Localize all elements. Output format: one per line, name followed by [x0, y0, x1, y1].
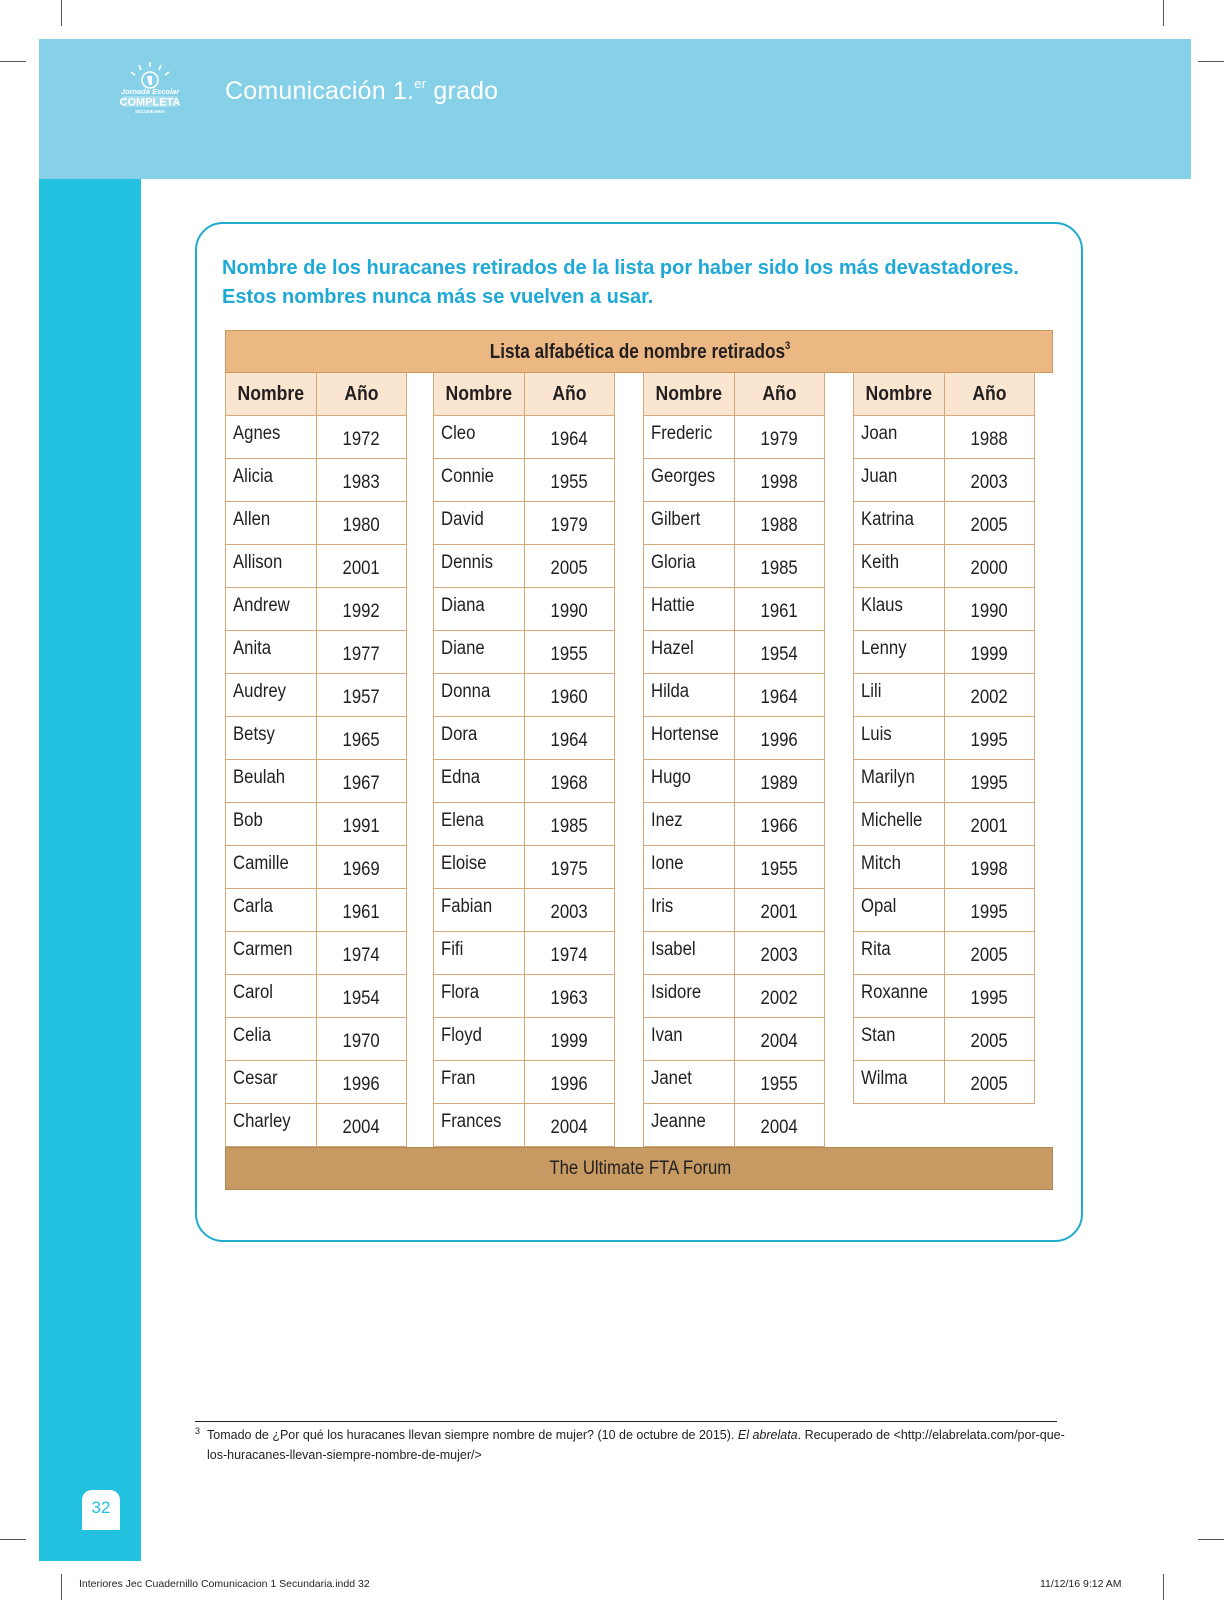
hurricane-year: 2004 — [525, 1104, 615, 1147]
header-nombre: Nombre — [853, 373, 945, 416]
hurricane-year: 1988 — [945, 416, 1035, 459]
hurricane-year: 1970 — [317, 1018, 407, 1061]
hurricane-name: Cesar — [225, 1061, 317, 1104]
hurricane-name: David — [433, 502, 525, 545]
name-column-3 — [643, 373, 825, 1147]
table-row — [643, 631, 825, 674]
header-ano: Año — [735, 373, 825, 416]
header-ano: Año — [525, 373, 615, 416]
table-row — [643, 502, 825, 545]
table-row — [433, 1061, 615, 1104]
table-row — [433, 416, 615, 459]
table-row — [225, 932, 407, 975]
table-row — [853, 545, 1035, 588]
footnote-ref: 3 — [785, 340, 791, 352]
hurricane-year: 1965 — [317, 717, 407, 760]
table-row — [853, 846, 1035, 889]
column-header — [225, 373, 407, 416]
hurricane-name: Dennis — [433, 545, 525, 588]
hurricane-name: Stan — [853, 1018, 945, 1061]
hurricane-year: 2005 — [945, 1018, 1035, 1061]
table-row — [225, 588, 407, 631]
header-band — [39, 39, 1191, 179]
table-row — [433, 1104, 615, 1147]
hurricane-name: Ione — [643, 846, 735, 889]
hurricane-name: Gloria — [643, 545, 735, 588]
hurricane-year: 1979 — [735, 416, 825, 459]
hurricane-year: 1990 — [945, 588, 1035, 631]
crop-mark — [61, 1574, 62, 1600]
hurricane-year: 2003 — [945, 459, 1035, 502]
hurricane-name: Hilda — [643, 674, 735, 717]
hurricane-name: Fran — [433, 1061, 525, 1104]
table-row — [643, 889, 825, 932]
hurricane-name: Gilbert — [643, 502, 735, 545]
hurricane-year: 2004 — [735, 1104, 825, 1147]
hurricane-year: 1963 — [525, 975, 615, 1018]
footnote-rule — [195, 1421, 1057, 1422]
jornada-completa-logo — [108, 60, 192, 116]
svg-text:SECUNDARIA: SECUNDARIA — [134, 109, 166, 114]
hurricane-name: Elena — [433, 803, 525, 846]
hurricane-year: 1980 — [317, 502, 407, 545]
hurricane-name: Carol — [225, 975, 317, 1018]
name-column-4 — [853, 373, 1035, 1104]
table-row — [853, 889, 1035, 932]
table-row — [433, 631, 615, 674]
table-row — [643, 545, 825, 588]
hurricane-year: 1979 — [525, 502, 615, 545]
table-row — [853, 674, 1035, 717]
hurricane-name: Fabian — [433, 889, 525, 932]
table-row — [643, 1018, 825, 1061]
hurricane-name: Roxanne — [853, 975, 945, 1018]
hurricane-year: 1960 — [525, 674, 615, 717]
hurricane-year: 1975 — [525, 846, 615, 889]
table-row — [433, 803, 615, 846]
table-row — [853, 631, 1035, 674]
table-row — [433, 459, 615, 502]
hurricane-name: Fifi — [433, 932, 525, 975]
hurricane-name: Cleo — [433, 416, 525, 459]
column-header — [433, 373, 615, 416]
hurricane-name: Betsy — [225, 717, 317, 760]
table-row — [433, 502, 615, 545]
hurricane-name: Allen — [225, 502, 317, 545]
table-source: The Ultimate FTA Forum — [549, 1158, 731, 1179]
hurricane-name: Anita — [225, 631, 317, 674]
table-row — [225, 975, 407, 1018]
table-row — [643, 459, 825, 502]
hurricane-name: Iris — [643, 889, 735, 932]
hurricane-name: Inez — [643, 803, 735, 846]
hurricane-year: 1991 — [317, 803, 407, 846]
hurricane-year: 1954 — [735, 631, 825, 674]
hurricane-year: 1985 — [735, 545, 825, 588]
hurricane-name: Celia — [225, 1018, 317, 1061]
hurricane-name: Isidore — [643, 975, 735, 1018]
hurricane-name: Charley — [225, 1104, 317, 1147]
hurricane-name: Hazel — [643, 631, 735, 674]
table-row — [225, 502, 407, 545]
column-header — [643, 373, 825, 416]
hurricane-year: 1974 — [525, 932, 615, 975]
hurricane-name: Juan — [853, 459, 945, 502]
table-row — [643, 1104, 825, 1147]
table-row — [225, 545, 407, 588]
header-ano: Año — [945, 373, 1035, 416]
slug-date: 11/12/16 9:12 AM — [1040, 1578, 1122, 1590]
hurricane-year: 1998 — [735, 459, 825, 502]
hurricane-year: 2001 — [945, 803, 1035, 846]
table-row — [853, 1061, 1035, 1104]
hurricane-name: Jeanne — [643, 1104, 735, 1147]
slug-filename: Interiores Jec Cuadernillo Comunicacion 1 Secundaria.indd 32 — [79, 1578, 370, 1590]
hurricane-name: Katrina — [853, 502, 945, 545]
table-row — [433, 717, 615, 760]
table-row — [643, 674, 825, 717]
left-sidebar-band — [39, 179, 141, 1561]
hurricane-year: 1955 — [735, 846, 825, 889]
hurricane-year: 1988 — [735, 502, 825, 545]
table-row — [225, 1104, 407, 1147]
hurricane-name: Diane — [433, 631, 525, 674]
hurricane-name: Opal — [853, 889, 945, 932]
header-nombre: Nombre — [433, 373, 525, 416]
svg-text:Jornada Escolar: Jornada Escolar — [120, 87, 180, 96]
hurricane-year: 1968 — [525, 760, 615, 803]
hurricane-year: 2003 — [735, 932, 825, 975]
hurricane-name: Allison — [225, 545, 317, 588]
hurricane-year: 2000 — [945, 545, 1035, 588]
table-row — [853, 1018, 1035, 1061]
hurricane-year: 1954 — [317, 975, 407, 1018]
table-row — [225, 416, 407, 459]
hurricane-name: Andrew — [225, 588, 317, 631]
hurricane-name: Dora — [433, 717, 525, 760]
hurricane-name: Flora — [433, 975, 525, 1018]
hurricane-year: 1985 — [525, 803, 615, 846]
hurricane-year: 2005 — [945, 502, 1035, 545]
hurricane-year: 2004 — [317, 1104, 407, 1147]
hurricane-name: Camille — [225, 846, 317, 889]
hurricane-year: 1992 — [317, 588, 407, 631]
table-row — [433, 846, 615, 889]
crop-mark — [0, 1539, 26, 1540]
header-nombre: Nombre — [225, 373, 317, 416]
hurricane-name: Carmen — [225, 932, 317, 975]
hurricane-year: 1955 — [525, 459, 615, 502]
header-ano: Año — [317, 373, 407, 416]
table-row — [643, 803, 825, 846]
hurricane-name: Frances — [433, 1104, 525, 1147]
header-nombre: Nombre — [643, 373, 735, 416]
table-row — [643, 846, 825, 889]
hurricane-year: 1999 — [525, 1018, 615, 1061]
hurricane-year: 2005 — [525, 545, 615, 588]
hurricane-name: Luis — [853, 717, 945, 760]
table-title: Lista alfabética de nombre retirados$^3$ — [489, 340, 791, 363]
table-row — [225, 803, 407, 846]
table-row — [225, 717, 407, 760]
table-row — [853, 975, 1035, 1018]
hurricane-name: Carla — [225, 889, 317, 932]
name-column-2 — [433, 373, 615, 1147]
table-row — [853, 717, 1035, 760]
hurricane-year: 2005 — [945, 1061, 1035, 1104]
intro-text: Nombre de los huracanes retirados de la lista por haber sido los más devastadores. Estos nombres nunca más se vuelven a usar. — [222, 257, 1019, 308]
table-row — [853, 760, 1035, 803]
hurricane-year: 1990 — [525, 588, 615, 631]
hurricane-year: 2003 — [525, 889, 615, 932]
hurricane-year: 1996 — [735, 717, 825, 760]
hurricane-name: Alicia — [225, 459, 317, 502]
hurricane-name: Michelle — [853, 803, 945, 846]
hurricane-name: Mitch — [853, 846, 945, 889]
hurricane-year: 1977 — [317, 631, 407, 674]
hurricane-year: 1964 — [735, 674, 825, 717]
hurricane-year: 1989 — [735, 760, 825, 803]
table-row — [225, 459, 407, 502]
hurricane-name: Diana — [433, 588, 525, 631]
hurricane-year: 1955 — [735, 1061, 825, 1104]
hurricane-name: Hattie — [643, 588, 735, 631]
hurricane-year: 1998 — [945, 846, 1035, 889]
table-row — [433, 932, 615, 975]
table-row — [433, 674, 615, 717]
footnote-text: Tomado de ¿Por qué los huracanes llevan siempre nombre de mujer? (10 de octubre de 2015). El abrelata. Recuperado de <http://elabrelata.com/por-que-los-huracanes-llevan-siempre-nombre-de-mujer/> — [207, 1428, 1065, 1462]
table-row — [853, 459, 1035, 502]
hurricane-name: Joan — [853, 416, 945, 459]
table-title-bar — [225, 330, 1053, 373]
hurricane-name: Connie — [433, 459, 525, 502]
svg-text:COMPLETA: COMPLETA — [119, 96, 181, 109]
hurricane-year: 1996 — [525, 1061, 615, 1104]
hurricane-year: 2002 — [945, 674, 1035, 717]
hurricane-year: 1964 — [525, 717, 615, 760]
hurricane-name: Edna — [433, 760, 525, 803]
crop-mark — [61, 0, 62, 26]
table-row — [643, 416, 825, 459]
hurricane-year: 1966 — [735, 803, 825, 846]
table-row — [225, 1061, 407, 1104]
table-row — [853, 416, 1035, 459]
hurricane-name: Janet — [643, 1061, 735, 1104]
hurricane-year: 1961 — [735, 588, 825, 631]
table-row — [433, 1018, 615, 1061]
table-row — [225, 674, 407, 717]
hurricane-name: Eloise — [433, 846, 525, 889]
hurricane-year: 1983 — [317, 459, 407, 502]
hurricane-name: Georges — [643, 459, 735, 502]
page-number: 32 — [91, 1498, 111, 1517]
hurricane-year: 2004 — [735, 1018, 825, 1061]
table-row — [225, 846, 407, 889]
table-row — [853, 932, 1035, 975]
table-row — [643, 588, 825, 631]
hurricane-year: 2001 — [317, 545, 407, 588]
hurricane-name: Marilyn — [853, 760, 945, 803]
table-row — [225, 889, 407, 932]
crop-mark — [1163, 0, 1164, 26]
hurricane-year: 2005 — [945, 932, 1035, 975]
footnote-number: 3 — [195, 1426, 201, 1436]
hurricane-year: 1964 — [525, 416, 615, 459]
hurricane-name: Rita — [853, 932, 945, 975]
crop-mark — [0, 61, 26, 62]
hurricane-name: Wilma — [853, 1061, 945, 1104]
hurricane-name: Donna — [433, 674, 525, 717]
hurricane-year: 1967 — [317, 760, 407, 803]
table-row — [643, 975, 825, 1018]
table-row — [225, 631, 407, 674]
table-row — [643, 760, 825, 803]
table-row — [433, 760, 615, 803]
hurricane-year: 1955 — [525, 631, 615, 674]
crop-mark — [1198, 61, 1224, 62]
table-row — [433, 545, 615, 588]
hurricane-name: Floyd — [433, 1018, 525, 1061]
hurricane-year: 1995 — [945, 975, 1035, 1018]
column-header — [853, 373, 1035, 416]
hurricane-name: Audrey — [225, 674, 317, 717]
table-row — [225, 1018, 407, 1061]
hurricane-name: Keith — [853, 545, 945, 588]
hurricane-name: Isabel — [643, 932, 735, 975]
hurricane-year: 1961 — [317, 889, 407, 932]
hurricane-year: 1999 — [945, 631, 1035, 674]
table-row — [433, 975, 615, 1018]
table-row — [225, 760, 407, 803]
hurricane-name: Agnes — [225, 416, 317, 459]
hurricane-name: Lili — [853, 674, 945, 717]
table-source-bar — [225, 1147, 1053, 1190]
hurricane-year: 1995 — [945, 889, 1035, 932]
hurricane-year: 1969 — [317, 846, 407, 889]
hurricane-year: 1996 — [317, 1061, 407, 1104]
table-row — [853, 803, 1035, 846]
hurricane-year: 1974 — [317, 932, 407, 975]
crop-mark — [1163, 1574, 1164, 1600]
hurricane-year: 1972 — [317, 416, 407, 459]
table-row — [853, 588, 1035, 631]
name-column-1 — [225, 373, 407, 1147]
hurricane-year: 2002 — [735, 975, 825, 1018]
hurricane-name: Bob — [225, 803, 317, 846]
table-row — [643, 717, 825, 760]
hurricane-name: Ivan — [643, 1018, 735, 1061]
hurricane-name: Lenny — [853, 631, 945, 674]
hurricane-name: Frederic — [643, 416, 735, 459]
hurricane-name: Beulah — [225, 760, 317, 803]
hurricane-name: Hortense — [643, 717, 735, 760]
table-row — [433, 889, 615, 932]
hurricane-name: Klaus — [853, 588, 945, 631]
hurricane-year: 2001 — [735, 889, 825, 932]
table-row — [643, 1061, 825, 1104]
hurricane-year: 1957 — [317, 674, 407, 717]
table-row — [433, 588, 615, 631]
hurricane-year: 1995 — [945, 717, 1035, 760]
retired-names-table — [225, 330, 1053, 1190]
table-row — [643, 932, 825, 975]
hurricane-name: Hugo — [643, 760, 735, 803]
crop-mark — [1198, 1539, 1224, 1540]
hurricane-year: 1995 — [945, 760, 1035, 803]
subject-title: Comunicación 1.$^{er}$ grado — [225, 76, 499, 105]
table-row — [853, 502, 1035, 545]
